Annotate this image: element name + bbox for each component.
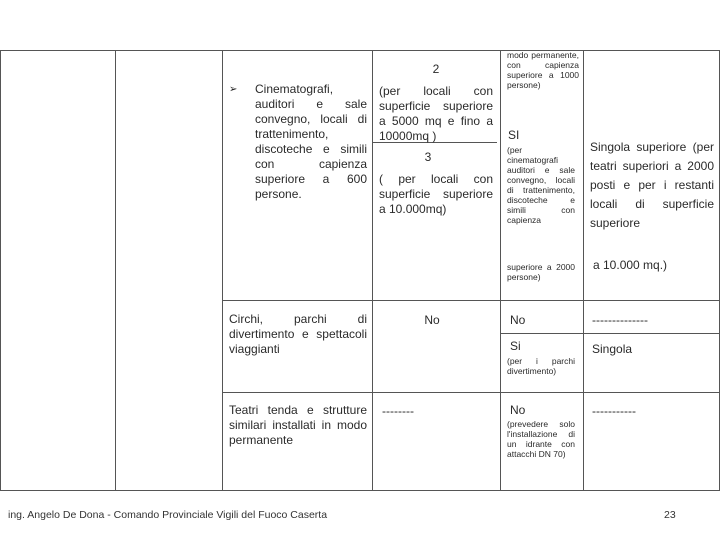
row1-col4-top: modo permanente, con capienza superiore a 1000 persone) xyxy=(507,50,579,90)
table-border-bottom xyxy=(0,490,720,491)
row1-activity: Cinematografi, auditori e sale convegno, locali di trattenimento, discoteche e simili con capienza superiore a 600 persone. xyxy=(255,82,367,201)
col-divider-5 xyxy=(583,50,584,490)
footer-author: ing. Angelo De Dona - Comando Provinciale Vigili del Fuoco Caserta xyxy=(8,509,328,521)
row3-col4-note: (prevedere solo l'installazione di un idrante con attacchi DN 70) xyxy=(507,419,575,459)
page-number: 23 xyxy=(664,509,676,521)
col-divider-1 xyxy=(115,50,116,490)
row3-col5: ----------- xyxy=(592,404,636,418)
row2-col4-si: Si xyxy=(510,339,521,353)
row2-col4-no: No xyxy=(510,313,526,327)
row3-col4: No xyxy=(510,403,526,417)
row1-col4-si-note: (per cinematografi auditori e sale convegno, locali di trattenimento, discoteche e simili con capienza xyxy=(507,145,575,225)
row2-col5-si: Singola xyxy=(592,342,633,356)
row1-col4-si: SI xyxy=(508,128,520,142)
row2-col4-si-note: (per i parchi divertimento) xyxy=(507,356,575,376)
row1-level-2: 2 xyxy=(432,62,440,76)
table-border-top xyxy=(0,50,720,51)
row1-col5-2: a 10.000 mq.) xyxy=(593,258,668,272)
row2-activity: Circhi, parchi di divertimento e spettacoli viaggianti xyxy=(229,312,367,356)
row-divider-2 xyxy=(222,392,720,393)
row-divider-1 xyxy=(222,300,720,301)
row2-sub-divider xyxy=(500,333,720,334)
row3-col3: -------- xyxy=(382,404,414,418)
row1-col4-si-note-2: superiore a 2000 persone) xyxy=(507,262,575,282)
row3-activity: Teatri tenda e strutture similari installati in modo permanente xyxy=(229,403,367,447)
col-divider-2 xyxy=(222,50,223,490)
arrow-bullet-icon: ➢ xyxy=(229,84,238,95)
row1-col5: Singola superiore (per teatri superiori a 2000 posti e per i restanti locali di superficie superiore xyxy=(590,140,714,230)
col-divider-3 xyxy=(372,50,373,490)
row2-col5-dash: -------------- xyxy=(592,313,648,327)
table-border-left xyxy=(0,50,1,490)
row2-col3: No xyxy=(424,313,440,327)
row1-level-3-note: ( per locali con superficie superiore a 10.000mq) xyxy=(379,172,493,216)
col-divider-4 xyxy=(500,50,501,490)
row1-level-3: 3 xyxy=(424,150,432,164)
row1-level-2-note: (per locali con superficie superiore a 5000 mq e fino a 10000mq ) xyxy=(379,84,493,143)
